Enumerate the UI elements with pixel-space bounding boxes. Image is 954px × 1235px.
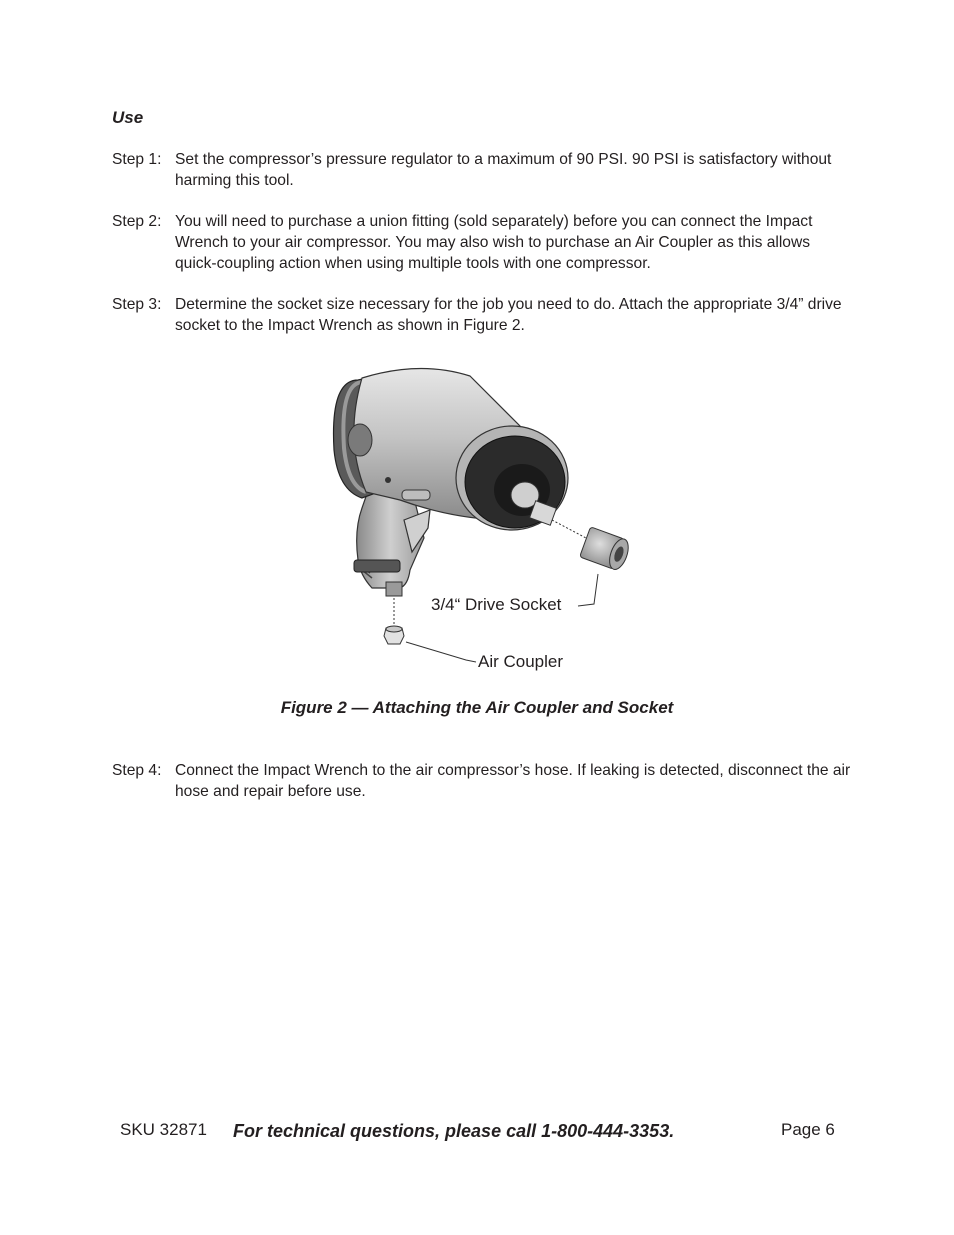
step-3 bbox=[112, 295, 852, 337]
step-4 bbox=[112, 761, 852, 803]
footer-help-line: For technical questions, please call 1-800-444-3353. bbox=[233, 1121, 675, 1141]
step-1 bbox=[112, 150, 852, 192]
impact-wrench-figure bbox=[300, 360, 640, 680]
step-text: Determine the socket size necessary for the job you need to do. Attach the appropriate 3/4” drive socket to the Impact Wrench as shown in Figure 2. bbox=[175, 296, 842, 334]
socket-callout: 3/4“ Drive Socket bbox=[431, 595, 562, 614]
step-text: You will need to purchase a union fitting (sold separately) before you can connect the Impact Wrench to your air compressor. You may also wish to purchase an Air Coupler as this allows quick-coupling action when using multiple tools with one compressor. bbox=[175, 213, 813, 272]
step-label: Step 4: bbox=[112, 762, 162, 779]
socket-leader-line bbox=[578, 574, 598, 606]
impact-wrench-illustration bbox=[300, 360, 640, 680]
step-label: Step 1: bbox=[112, 151, 162, 168]
figure-caption: Figure 2 — Attaching the Air Coupler and Socket bbox=[280, 698, 674, 717]
coupler-callout: Air Coupler bbox=[478, 652, 564, 671]
handle-bottom-band bbox=[354, 560, 400, 572]
section-title: Use bbox=[112, 108, 144, 127]
coupler-leader-line bbox=[406, 642, 476, 662]
step-label: Step 2: bbox=[112, 213, 162, 230]
step-text: Connect the Impact Wrench to the air compressor’s hose. If leaking is detected, disconnect the air hose and repair before use. bbox=[175, 762, 851, 800]
body-screw bbox=[385, 477, 391, 483]
step-text: Set the compressor’s pressure regulator to a maximum of 90 PSI. 90 PSI is satisfactory without harming this tool. bbox=[175, 151, 832, 189]
body-port bbox=[348, 424, 372, 456]
air-inlet bbox=[386, 582, 402, 596]
step-2 bbox=[112, 212, 852, 274]
socket-guide-line bbox=[552, 520, 586, 538]
drive-socket bbox=[580, 527, 632, 572]
footer-page-number: Page 6 bbox=[781, 1120, 835, 1139]
reverse-button bbox=[402, 490, 430, 500]
air-coupler bbox=[384, 626, 404, 644]
footer-sku: SKU 32871 bbox=[120, 1120, 207, 1139]
step-label: Step 3: bbox=[112, 296, 162, 313]
